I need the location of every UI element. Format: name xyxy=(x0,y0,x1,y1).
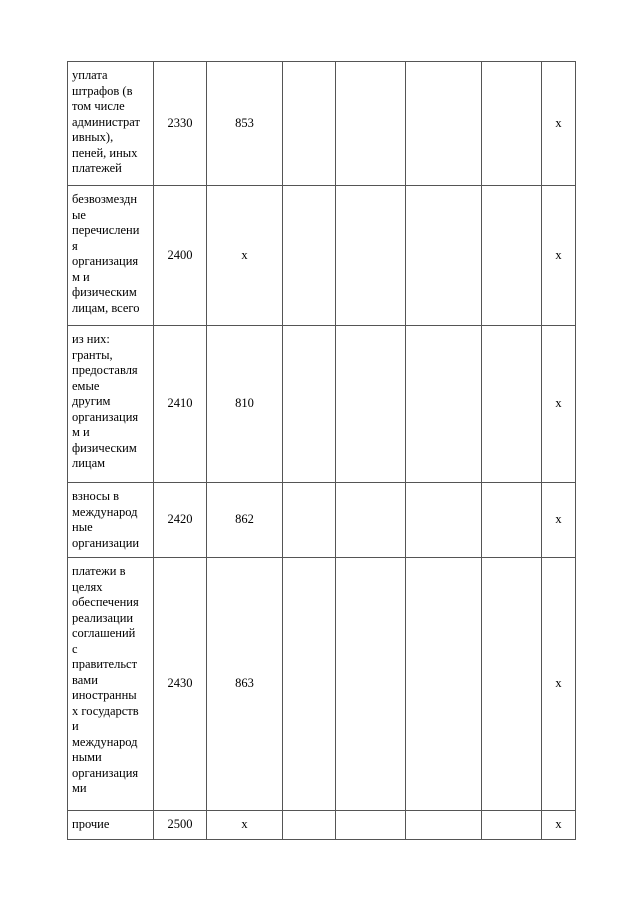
row-name-line: я xyxy=(72,238,78,253)
table-row xyxy=(68,811,576,840)
row-value-cell xyxy=(482,326,542,483)
row-last-cell: х xyxy=(542,483,576,558)
row-name-line: физическим xyxy=(72,440,137,455)
row-name-line: правительст xyxy=(72,657,138,671)
row-name-line: физическим xyxy=(72,285,137,299)
row-kbk-cell: 862 xyxy=(207,483,283,558)
row-name-line: емые xyxy=(72,378,100,393)
row-value-cell xyxy=(482,811,542,840)
row-name-line: уплата xyxy=(72,68,108,82)
row-name-cell xyxy=(68,62,154,186)
row-name-line: м и xyxy=(72,269,90,284)
row-name-line: администрат xyxy=(72,114,140,129)
row-value-cell xyxy=(336,326,406,483)
row-last-cell: х xyxy=(542,558,576,811)
row-name-line: пеней, иных xyxy=(72,145,138,160)
row-value-cell xyxy=(406,326,482,483)
row-name-line: с xyxy=(72,641,78,656)
row-value-cell xyxy=(406,811,482,840)
row-code-cell: 2500 xyxy=(154,811,207,840)
row-name-line: организации xyxy=(72,535,140,550)
row-value-cell xyxy=(482,558,542,811)
table-row xyxy=(68,62,576,186)
row-value-cell xyxy=(406,558,482,811)
row-name-line: безвозмездн xyxy=(72,192,138,206)
row-name-cell xyxy=(68,811,154,840)
row-code-cell: 2420 xyxy=(154,483,207,558)
row-kbk-cell: 863 xyxy=(207,558,283,811)
row-value-cell xyxy=(283,62,336,186)
row-name-line: соглашений xyxy=(72,626,136,640)
row-value-cell xyxy=(336,186,406,326)
row-last-cell: х xyxy=(542,186,576,326)
row-name-line: лицам, всего xyxy=(72,300,140,315)
row-name-line: х государств xyxy=(72,703,139,718)
row-name-line: международ xyxy=(72,734,138,749)
row-value-cell xyxy=(482,62,542,186)
row-last-cell: х xyxy=(542,62,576,186)
row-name-cell xyxy=(68,186,154,326)
row-value-cell xyxy=(283,483,336,558)
row-value-cell xyxy=(406,483,482,558)
row-name-cell xyxy=(68,483,154,558)
row-value-cell xyxy=(283,326,336,483)
row-value-cell xyxy=(482,186,542,326)
row-value-cell xyxy=(336,811,406,840)
row-name-line: предоставля xyxy=(72,363,138,377)
row-name-line: другим xyxy=(72,394,111,408)
row-name-line: том числе xyxy=(72,99,125,113)
row-kbk-cell: 810 xyxy=(207,326,283,483)
row-name-line: реализации xyxy=(72,610,134,625)
row-name-line: штрафов (в xyxy=(72,83,133,98)
row-name-line: целях xyxy=(72,579,103,594)
row-value-cell xyxy=(283,811,336,840)
row-name-line: перечислени xyxy=(72,223,140,237)
row-name-line: организация xyxy=(72,254,139,268)
row-last-cell: х xyxy=(542,811,576,840)
row-value-cell xyxy=(336,483,406,558)
row-name-line: вами xyxy=(72,672,98,687)
row-name-line: м и xyxy=(72,425,90,439)
budget-table xyxy=(67,61,576,840)
row-name-line: международ xyxy=(72,504,138,519)
row-name-cell xyxy=(68,326,154,483)
table-row xyxy=(68,186,576,326)
row-name-line: платежей xyxy=(72,161,122,175)
row-value-cell xyxy=(283,186,336,326)
row-code-cell: 2330 xyxy=(154,62,207,186)
row-name-line: гранты, xyxy=(72,347,113,362)
row-name-line: и xyxy=(72,719,79,733)
row-name-line: прочие xyxy=(72,817,110,831)
row-code-cell: 2410 xyxy=(154,326,207,483)
row-name-line: иностранны xyxy=(72,688,137,702)
row-name-line: взносы в xyxy=(72,489,120,503)
row-name-cell xyxy=(68,558,154,811)
row-name-line: ные xyxy=(72,520,93,534)
table-row xyxy=(68,483,576,558)
row-kbk-cell: х xyxy=(207,186,283,326)
row-name-line: ными xyxy=(72,750,102,764)
row-value-cell xyxy=(406,62,482,186)
row-last-cell: х xyxy=(542,326,576,483)
row-name-line: ые xyxy=(72,207,86,222)
row-value-cell xyxy=(482,483,542,558)
row-code-cell: 2400 xyxy=(154,186,207,326)
row-name-line: из них: xyxy=(72,332,110,346)
row-kbk-cell: х xyxy=(207,811,283,840)
row-value-cell xyxy=(336,62,406,186)
row-value-cell xyxy=(283,558,336,811)
row-value-cell xyxy=(336,558,406,811)
row-name-line: обеспечения xyxy=(72,595,139,609)
row-code-cell: 2430 xyxy=(154,558,207,811)
row-name-line: организация xyxy=(72,409,139,424)
table-row xyxy=(68,326,576,483)
row-value-cell xyxy=(406,186,482,326)
row-name-line: организация xyxy=(72,765,139,780)
row-kbk-cell: 853 xyxy=(207,62,283,186)
row-name-line: платежи в xyxy=(72,564,126,578)
row-name-line: лицам xyxy=(72,456,106,470)
row-name-line: ми xyxy=(72,781,87,795)
table-row xyxy=(68,558,576,811)
table-body xyxy=(68,62,576,840)
row-name-line: ивных), xyxy=(72,130,114,144)
